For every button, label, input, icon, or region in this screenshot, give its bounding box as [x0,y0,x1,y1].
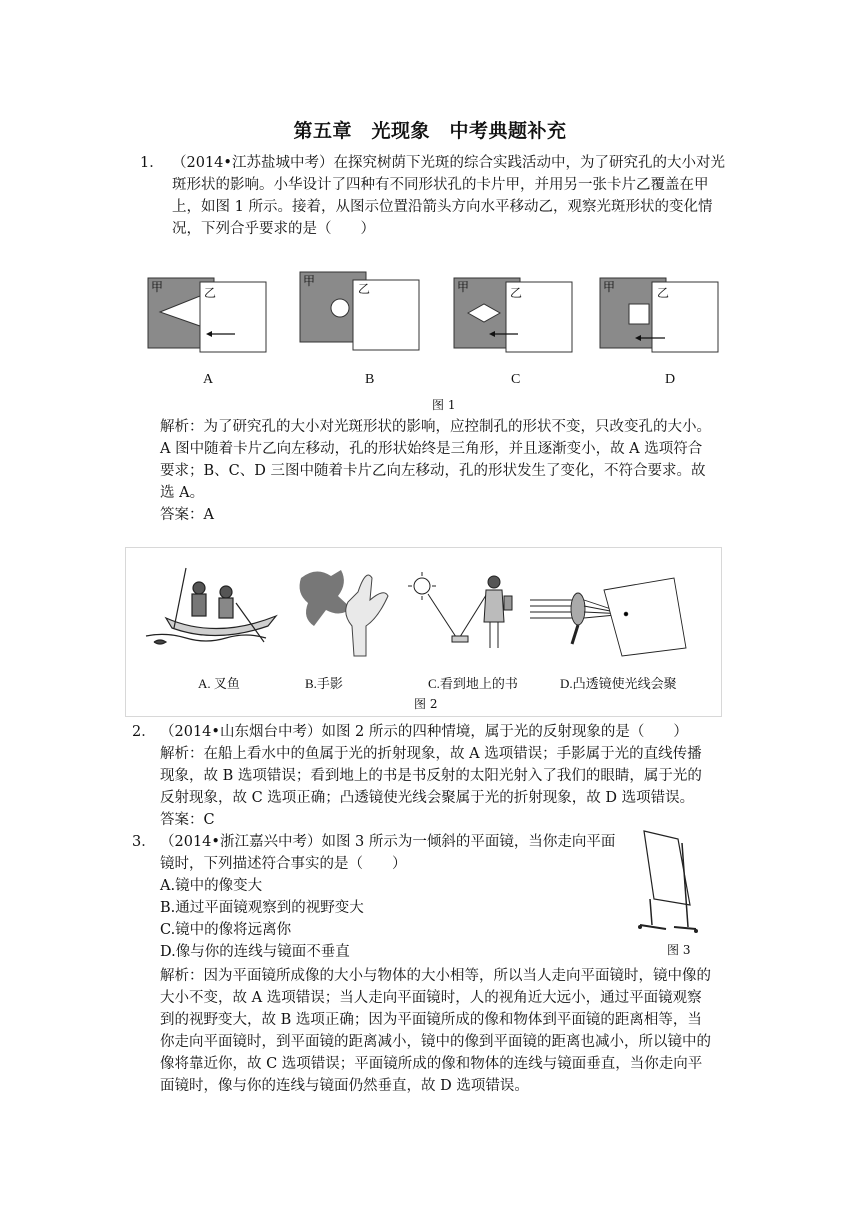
question-1-number: 1． [140,155,164,171]
question-3-analysis [160,965,711,1097]
question-2-line: 现象，故 B 选项错误；看到地上的书是书反射的太阳光射入了我们的眼睛，属于光的 [160,768,702,784]
analysis-line: 解析：为了研究孔的大小对光斑形状的影响，应控制孔的形状不变，只改变孔的大小。 [160,419,711,435]
question-2-line: 反射现象，故 C 选项正确；凸透镜使光线会聚属于光的折射现象，故 D 选项错误。 [160,790,695,806]
circle-hole [331,299,349,317]
card-yi-label: 乙 [657,286,670,300]
question-3-text [160,831,615,963]
analysis-line: 大小不变，故 A 选项错误；当人走向平面镜时，人的视角近大远小，通过平面镜观察 [160,990,702,1006]
option-b: B.通过平面镜观察到的视野变大 [160,900,364,916]
option-a: A.镜中的像变大 [160,878,263,894]
question-2-line: 解析：在船上看水中的鱼属于光的折射现象，故 A 选项错误；手影属于光的直线传播 [160,746,702,762]
figure-3 [630,827,710,947]
answer-line: 答案：C [160,812,215,828]
option-c: C.镜中的像将远离你 [160,922,292,938]
hand-shadow-illustration [300,570,388,656]
question-2-text [160,721,702,831]
figure-1 [140,268,740,398]
question-1-text [172,152,725,240]
question-1-line: 斑形状的影响。小华设计了四种有不同形状孔的卡片甲，并用另一张卡片乙覆盖在甲 [172,177,709,193]
card-jia-label: 甲 [303,274,316,288]
analysis-line: 要求；B、C、D 三图中随着卡片乙向左移动，孔的形状发生了变化，不符合要求。故 [160,463,706,479]
option-a-label: A [203,372,214,387]
question-3-line: 镜时，下列描述符合事实的是（ ） [160,856,407,872]
analysis-line: A 图中随着卡片乙向左移动，孔的形状始终是三角形，并且逐渐变小，故 A 选项符合 [160,441,703,457]
card-yi-label: 乙 [358,282,371,296]
figure-2-caption: 图 2 [414,697,438,711]
sun-girl-book-illustration [408,572,512,648]
answer-line: 答案：A [160,507,214,523]
analysis-line: 选 A。 [160,485,205,501]
figure-1-caption: 图 1 [432,398,456,412]
figure-1-drawing [140,268,740,398]
question-2-line: （2014•山东烟台中考）如图 2 所示的四种情境，属于光的反射现象的是（ ） [160,724,688,740]
question-2-number: 2． [132,724,156,740]
analysis-line: 解析：因为平面镜所成像的大小与物体的大小相等，所以当人走向平面镜时，镜中像的 [160,968,711,984]
figure-2-label-b: B.手影 [305,676,343,691]
question-3-number: 3． [132,834,156,850]
card-jia-label: 甲 [151,280,164,294]
option-c-label: C [511,372,521,387]
page-title: 第五章 光现象 中考典题补充 [293,120,567,142]
figure-2-label-a: A. 叉鱼 [198,676,240,691]
analysis-line: 你走向平面镜时，到平面镜的距离减小，镜中的像到平面镜的距离也减小，所以镜中的 [160,1034,711,1050]
question-1-line: 况，下列合乎要求的是（ ） [172,221,375,237]
figure-2-label-c: C.看到地上的书 [428,676,518,691]
analysis-line: 面镜时，像与你的连线与镜面仍然垂直，故 D 选项错误。 [160,1078,529,1094]
tilted-mirror-drawing [630,827,710,947]
square-hole [629,304,649,324]
convex-lens-illustration [530,578,686,656]
card-jia-label: 甲 [457,280,470,294]
fishing-boat-illustration [146,568,276,644]
option-b-label: B [365,372,375,387]
card-yi-label: 乙 [204,286,217,300]
analysis-line: 到的视野变大，故 B 选项正确；因为平面镜所成的像和物体到平面镜的距离相等，当 [160,1012,702,1028]
question-1-line: 上，如图 1 所示。接着，从图示位置沿箭头方向水平移动乙，观察光斑形状的变化情 [172,199,713,215]
card-jia-label: 甲 [603,280,616,294]
option-d-label: D [665,372,676,387]
question-3-line: （2014•浙江嘉兴中考）如图 3 所示为一倾斜的平面镜，当你走向平面 [160,834,616,850]
question-1-line: （2014•江苏盐城中考）在探究树荫下光斑的综合实践活动中，为了研究孔的大小对光 [172,155,725,171]
figure-2-label-d: D.凸透镜使光线会聚 [560,676,677,691]
figure-2 [125,547,722,717]
option-d: D.像与你的连线与镜面不垂直 [160,944,350,960]
card-yi-label: 乙 [510,286,523,300]
figure-3-caption: 图 3 [667,943,691,957]
analysis-line: 像将靠近你，故 C 选项错误；平面镜所成的像和物体的连线与镜面垂直，当你走向平 [160,1056,703,1072]
question-1-analysis [160,416,711,526]
